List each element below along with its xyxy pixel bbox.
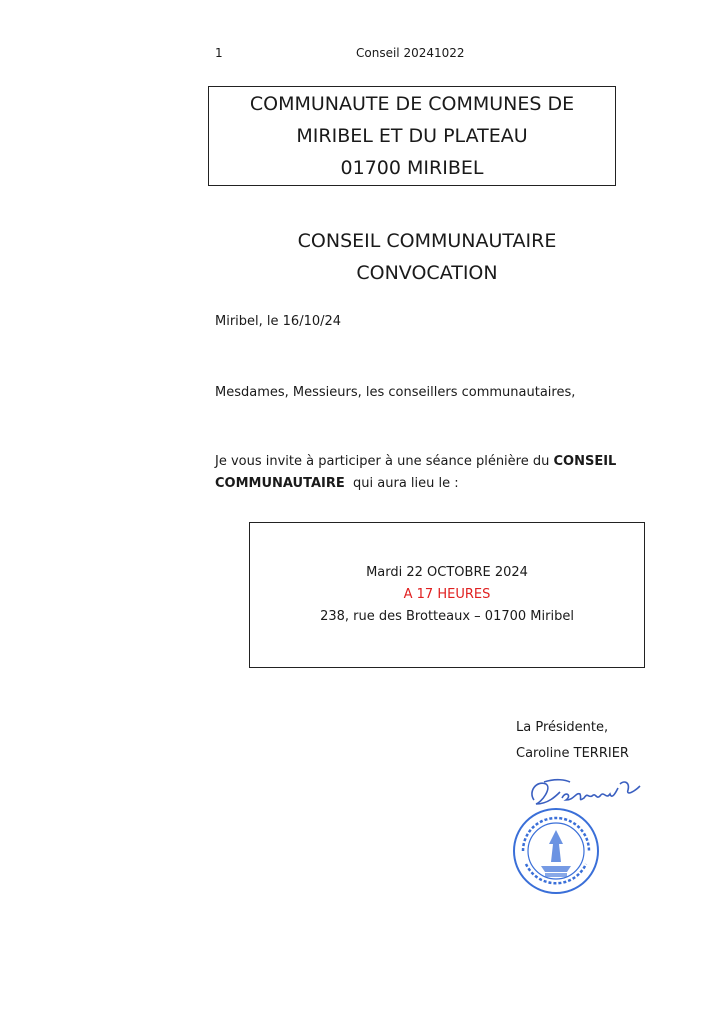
invitation-paragraph <box>215 451 635 495</box>
document-reference: Conseil 20241022 <box>356 46 465 60</box>
official-stamp <box>511 806 601 896</box>
signatory-block <box>516 715 629 767</box>
council-name-emphasis: CONSEIL COMMUNAUTAIRE <box>215 454 617 491</box>
organization-header-box <box>208 86 616 186</box>
page-number: 1 <box>215 46 223 60</box>
document-title <box>208 225 646 289</box>
organization-name-line2: MIRIBEL ET DU PLATEAU <box>296 125 528 147</box>
title-line1: CONSEIL COMMUNAUTAIRE <box>297 230 557 252</box>
organization-name-line1: COMMUNAUTE DE COMMUNES DE <box>249 93 575 115</box>
meeting-details-box <box>249 522 645 668</box>
signatory-name: Caroline TERRIER <box>516 746 629 761</box>
salutation: Mesdames, Messieurs, les conseillers communautaires, <box>215 385 576 400</box>
organization-postal-line: 01700 MIRIBEL <box>340 157 484 179</box>
invitation-text: Je vous invite à participer à une séance plénière du <box>215 454 554 469</box>
invitation-suffix: qui aura lieu le : <box>344 476 459 491</box>
signatory-role: La Présidente, <box>516 720 609 735</box>
meeting-time: A 17 HEURES <box>403 587 491 602</box>
meeting-date: Mardi 22 OCTOBRE 2024 <box>366 565 528 580</box>
title-line2: CONVOCATION <box>356 262 498 284</box>
place-date: Miribel, le 16/10/24 <box>215 314 342 329</box>
meeting-address: 238, rue des Brotteaux – 01700 Miribel <box>320 609 574 624</box>
